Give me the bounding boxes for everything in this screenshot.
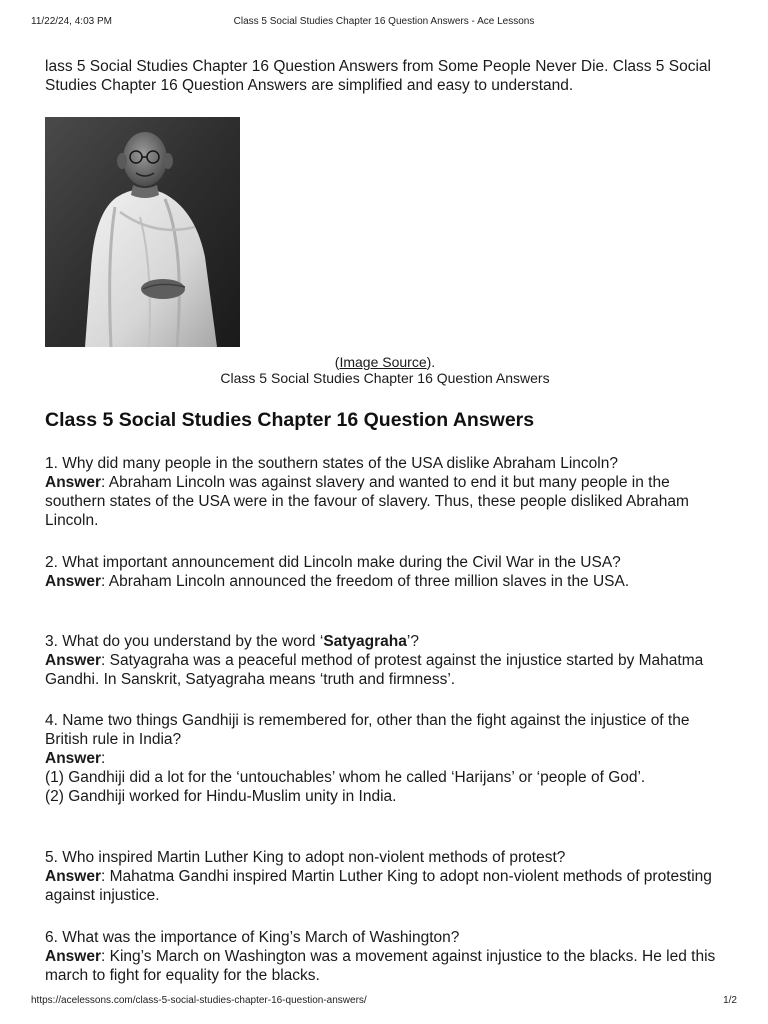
answer-5 (45, 867, 725, 905)
image-caption (45, 354, 725, 386)
caption-text: Class 5 Social Studies Chapter 16 Question Answers (220, 370, 550, 386)
question-3-bold-term: Satyagraha (323, 633, 407, 650)
answer-1-text: : Abraham Lincoln was against slavery and wanted to end it but many people in the southern states of the USA were in the favour of slavery. Thus, these people disliked Abraham Lincoln. (45, 474, 689, 529)
answer-2 (45, 572, 725, 591)
qa-item-5 (45, 848, 725, 905)
answer-label: Answer (45, 750, 101, 767)
answer-3 (45, 651, 725, 689)
question-3-post: ’? (406, 633, 419, 650)
question-3-pre: 3. What do you understand by the word ‘ (45, 633, 324, 650)
caption-close-paren: ). (426, 354, 436, 370)
section-heading: Class 5 Social Studies Chapter 16 Question Answers (45, 409, 535, 431)
answer-3-text: : Satyagraha was a peaceful method of protest against the injustice started by Mahatma Gandhi. In Sanskrit, Satyagraha means ‘truth and firmness’. (45, 652, 704, 688)
print-page-number: 1/2 (723, 995, 737, 1006)
question-1: 1. Why did many people in the southern states of the USA dislike Abraham Lincoln? (45, 455, 618, 472)
answer-4 (45, 749, 725, 768)
intro-paragraph: lass 5 Social Studies Chapter 16 Question Answers from Some People Never Die. Class 5 Social Studies Chapter 16 Question Answers are simplified and easy to understand. (45, 58, 711, 94)
answer-label: Answer (45, 948, 101, 965)
caption-open-paren: ( (334, 354, 340, 370)
answer-label: Answer (45, 652, 101, 669)
answer-4-point-1: (1) Gandhiji did a lot for the ‘untouchables’ whom he called ‘Harijans’ or ‘people of God’. (45, 769, 646, 786)
qa-item-6 (45, 928, 725, 985)
qa-item-4 (45, 711, 725, 806)
print-footer (0, 995, 768, 1009)
answer-label: Answer (45, 474, 101, 491)
article-content (45, 57, 725, 985)
question-3 (45, 632, 725, 651)
answer-label: Answer (45, 868, 101, 885)
image-source-link[interactable]: Image Source (339, 354, 427, 370)
question-5: 5. Who inspired Martin Luther King to adopt non-violent methods of protest? (45, 849, 566, 866)
gandhi-photo (45, 117, 240, 347)
answer-2-text: : Abraham Lincoln announced the freedom of three million slaves in the USA. (101, 573, 630, 590)
qa-item-3 (45, 632, 725, 689)
answer-4-text: : (101, 750, 106, 767)
qa-item-2 (45, 553, 725, 591)
question-4: 4. Name two things Gandhiji is remembered for, other than the fight against the injustice of the British rule in India? (45, 712, 690, 748)
answer-6 (45, 947, 725, 985)
answer-5-text: : Mahatma Gandhi inspired Martin Luther King to adopt non-violent methods of protesting against injustice. (45, 868, 712, 904)
answer-4-point-2: (2) Gandhiji worked for Hindu-Muslim unity in India. (45, 788, 397, 805)
qa-item-1 (45, 454, 725, 530)
print-header (0, 16, 768, 30)
print-page-title: Class 5 Social Studies Chapter 16 Question Answers - Ace Lessons (233, 16, 535, 27)
question-6: 6. What was the importance of King’s March of Washington? (45, 929, 460, 946)
question-2: 2. What important announcement did Lincoln make during the Civil War in the USA? (45, 554, 621, 571)
answer-6-text: : King’s March on Washington was a movement against injustice to the blacks. He led this march to fight for equality for the blacks. (45, 948, 716, 984)
answer-1 (45, 473, 725, 530)
answer-label: Answer (45, 573, 101, 590)
gandhi-photo-image (45, 117, 240, 347)
print-datetime: 11/22/24, 4:03 PM (31, 16, 112, 27)
print-url: https://acelessons.com/class-5-social-studies-chapter-16-question-answers/ (31, 995, 367, 1006)
